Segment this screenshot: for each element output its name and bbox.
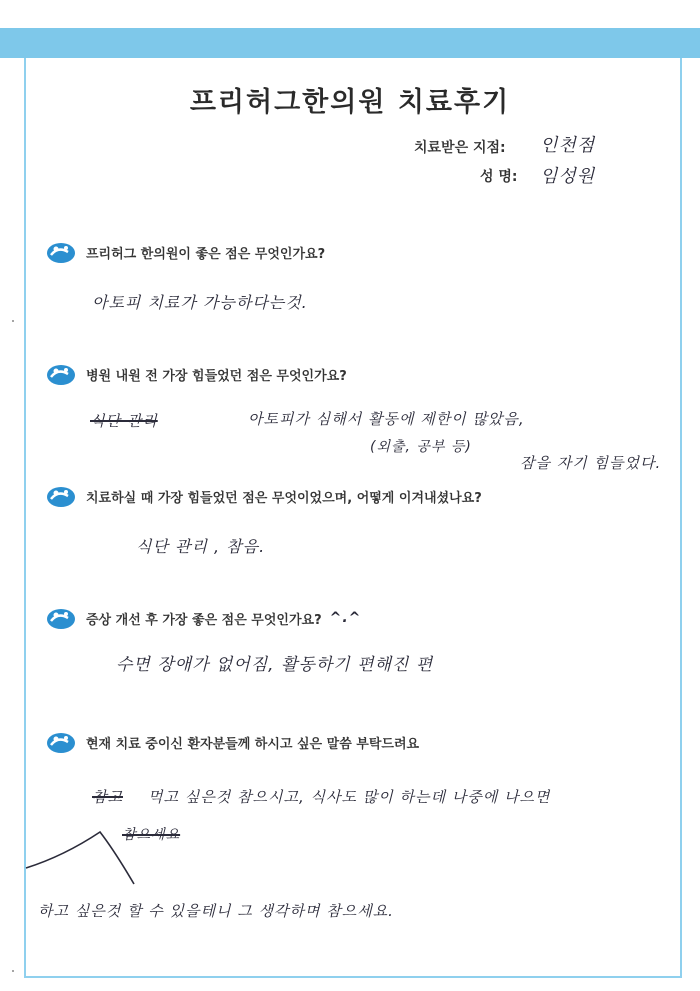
margin-dot xyxy=(12,970,14,972)
answer-3-line-1: 식단 관리 , 참음. xyxy=(136,537,266,556)
answer-2-line-3: 잠을 자기 힘들었다. xyxy=(520,454,662,472)
branch-value: 인천점 xyxy=(540,135,596,156)
branch-label: 치료받은 지점: xyxy=(414,140,506,156)
answer-5-line-1: 먹고 싶은것 참으시고, 식사도 많이 하는데 나중에 나으면 xyxy=(148,788,551,806)
smiley-doodle: ^.^ xyxy=(329,610,362,626)
question-2 xyxy=(46,362,347,386)
insertion-caret-mark xyxy=(24,826,144,888)
answer-1-line-1: 아토피 치료가 가능하다는것. xyxy=(92,293,308,312)
question-text: 병원 내원 전 가장 힘들었던 점은 무엇인가요? xyxy=(86,368,347,384)
name-value: 임성원 xyxy=(540,166,596,187)
clinic-logo-icon xyxy=(46,606,76,630)
question-text: 증상 개선 후 가장 좋은 점은 무엇인가요? xyxy=(86,612,322,628)
clinic-logo-icon xyxy=(46,240,76,264)
question-text: 치료하실 때 가장 힘들었던 점은 무엇이었으며, 어떻게 이겨내셨나요? xyxy=(86,490,482,506)
answer-2-line-2: (외출, 공부 등) xyxy=(370,439,472,455)
clinic-logo-icon xyxy=(46,730,76,754)
clinic-logo-icon xyxy=(46,362,76,386)
answer-4-line-1: 수면 장애가 없어짐, 활동하기 편해진 편 xyxy=(116,655,434,675)
clinic-logo-icon xyxy=(46,484,76,508)
answer-2-line-1: 아토피가 심해서 활동에 제한이 많았음, xyxy=(248,410,525,428)
name-label: 성 명: xyxy=(480,169,518,185)
question-4 xyxy=(46,606,361,630)
answer-5-line-2: 하고 싶은것 할 수 있을테니 그 생각하며 참으세요. xyxy=(38,902,394,920)
question-1 xyxy=(46,240,325,264)
margin-dot xyxy=(12,320,14,322)
page-title: 프리허그한의원 치료후기 xyxy=(189,87,511,118)
answer-5-struck-2: 참으세요 xyxy=(122,827,181,843)
question-text: 현재 치료 중이신 환자분들께 하시고 싶은 말씀 부탁드려요 xyxy=(86,736,420,752)
question-5 xyxy=(46,730,419,754)
question-text: 프리허그 한의원이 좋은 점은 무엇인가요? xyxy=(86,246,326,262)
answer-5-struck-1: 참고 xyxy=(92,788,123,806)
answer-2-struck: 식단 관리 xyxy=(90,412,158,430)
question-3 xyxy=(46,484,482,508)
top-color-band xyxy=(0,28,700,58)
